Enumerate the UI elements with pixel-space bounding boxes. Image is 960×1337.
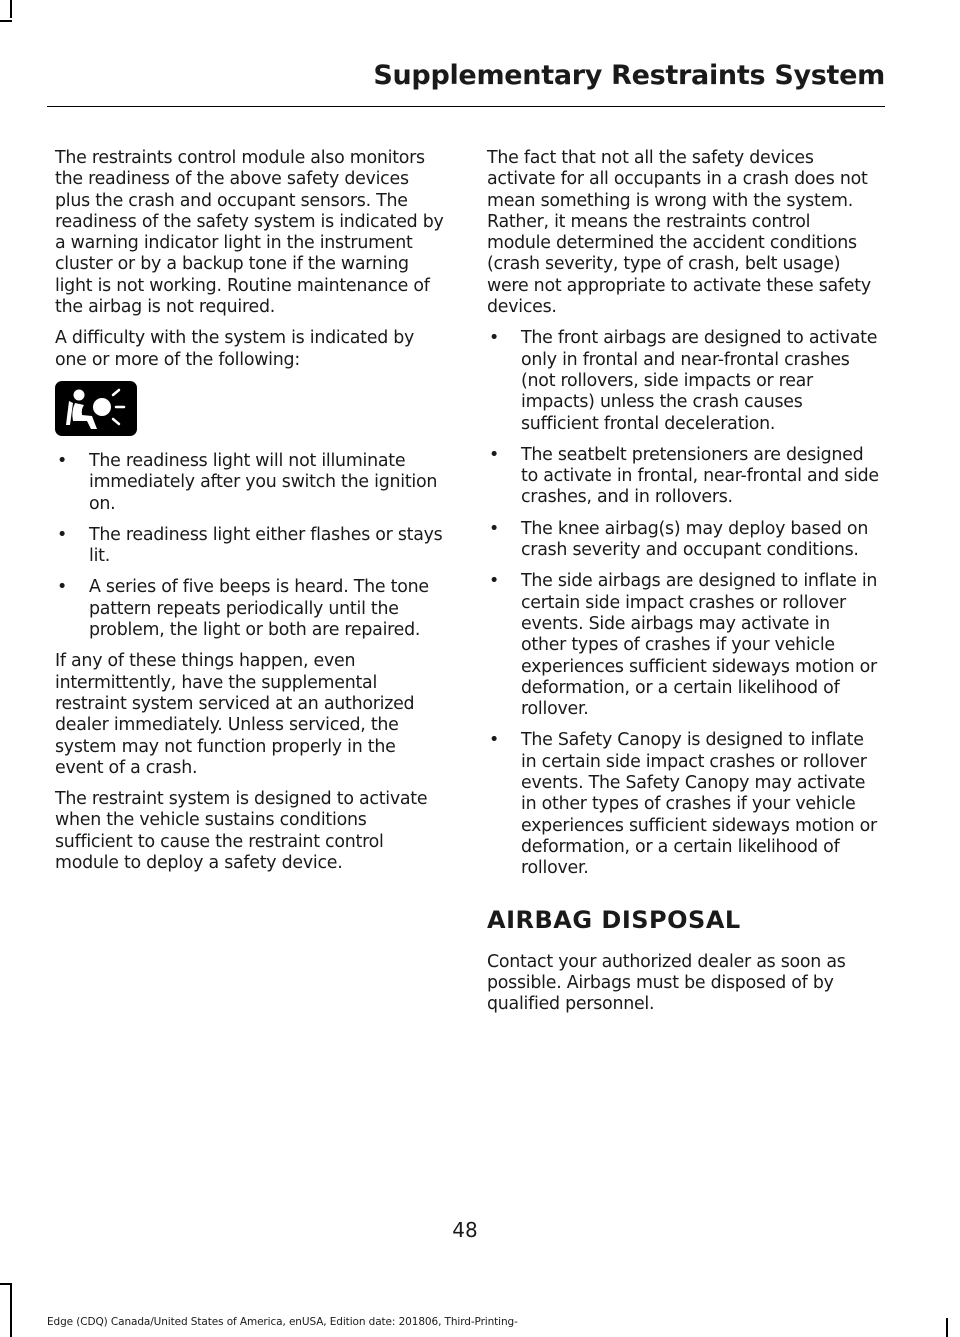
- page-title: Supplementary Restraints System: [373, 60, 885, 91]
- bullet-list: [55, 451, 447, 641]
- bullet-glyph: •: [57, 577, 68, 598]
- paragraph: The restraints control module also monitors the readiness of the above safety devices plus the crash and occupant sensors. The readiness of the safety system is indicated by a warning indicator light in the instrument cluster or by a backup tone if the warning light is not working. Routine maintenance of the airbag is not required.: [55, 148, 444, 318]
- paragraph: If any of these things happen, even intermittently, have the supplemental restraint system serviced at an authorized dealer immediately. Unless serviced, the system may not function properly in the event of a crash.: [55, 651, 415, 778]
- bullet-glyph: •: [57, 524, 68, 545]
- list-item-text: The front airbags are designed to activate only in frontal and near-frontal crashes (not rollovers, side impacts or rear impacts) unless the crash causes sufficient frontal deceleration.: [521, 328, 878, 434]
- crop-mark: [0, 20, 12, 22]
- list-item-text: The knee airbag(s) may deploy based on crash severity and occupant conditions.: [521, 518, 869, 561]
- list-item: [487, 445, 879, 509]
- list-item-text: A series of five beeps is heard. The tone pattern repeats periodically until the problem, the light or both are repaired.: [89, 577, 429, 641]
- bullet-glyph: •: [489, 518, 500, 539]
- list-item-text: The seatbelt pretensioners are designed to activate in frontal, near-frontal and side crashes, and in rollovers.: [521, 444, 879, 508]
- paragraph: The restraint system is designed to activate when the vehicle sustains conditions sufficient to cause the restraint control module to deploy a safety device.: [55, 789, 428, 874]
- list-item-text: The readiness light will not illuminate immediately after you switch the ignition on.: [89, 450, 438, 514]
- bullet-glyph: •: [489, 328, 500, 349]
- list-item: [487, 730, 879, 879]
- list-item: [55, 451, 447, 515]
- list-item-text: The readiness light either flashes or stays lit.: [89, 524, 443, 567]
- bullet-glyph: •: [57, 450, 68, 471]
- bullet-glyph: •: [489, 444, 500, 465]
- section-heading: AIRBAG DISPOSAL: [487, 905, 741, 934]
- title-divider: [47, 106, 885, 107]
- crop-mark: [10, 1283, 12, 1337]
- crop-mark: [946, 1318, 948, 1337]
- list-item: [487, 328, 879, 434]
- list-item: [55, 525, 447, 568]
- crop-mark: [0, 1283, 12, 1285]
- left-column: [55, 148, 447, 884]
- crop-mark: [10, 0, 12, 18]
- list-item-text: The side airbags are designed to inflate in certain side impact crashes or rollover events. Side airbags may activate in other types of crashes if your vehicle experiences sufficient sideways motion or deformation, or a certain likelihood of rollover.: [521, 571, 878, 720]
- list-item: [55, 577, 447, 641]
- page-number: 48: [452, 1218, 478, 1242]
- bullet-glyph: •: [489, 571, 500, 592]
- bullet-list: [487, 328, 879, 879]
- airbag-warning-icon: [55, 381, 137, 436]
- list-item: [487, 571, 879, 720]
- paragraph: The fact that not all the safety devices activate for all occupants in a crash does not mean something is wrong with the system. Rather, it means the restraints control module determined the accident conditions (crash severity, type of crash, belt usage) were not appropriate to activate these safety devices.: [487, 148, 871, 318]
- paragraph: A difficulty with the system is indicated by one or more of the following:: [55, 328, 415, 370]
- list-item-text: The Safety Canopy is designed to inflate in certain side impact crashes or rollover events. The Safety Canopy may activate in other types of crashes if your vehicle experiences sufficient sideways motion or deformation, or a certain likelihood of rollover.: [521, 730, 877, 879]
- right-column: [487, 148, 879, 1025]
- list-item: [487, 519, 879, 562]
- footer-text: Edge (CDQ) Canada/United States of America, enUSA, Edition date: 201806, Third-Printing-: [47, 1316, 518, 1328]
- paragraph: Contact your authorized dealer as soon as possible. Airbags must be disposed of by qualified personnel.: [487, 951, 846, 1015]
- bullet-glyph: •: [489, 730, 500, 751]
